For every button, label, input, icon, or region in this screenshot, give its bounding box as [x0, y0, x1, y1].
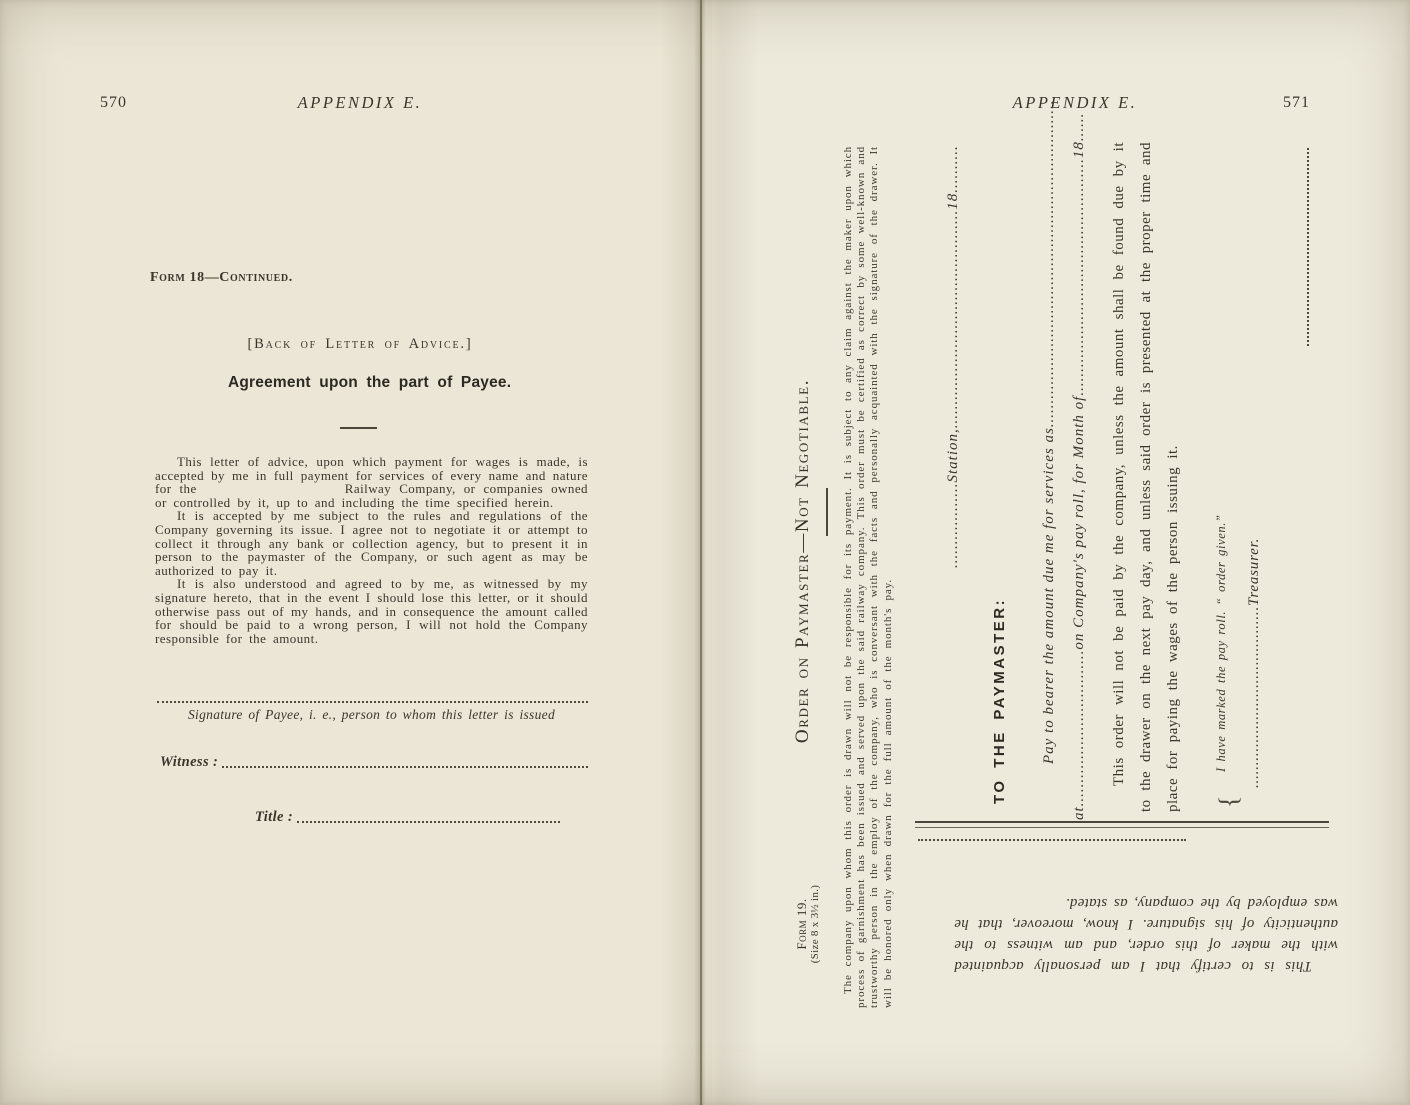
form-18-heading: Form 18—Continued.: [150, 270, 293, 285]
agreement-body: [155, 455, 588, 645]
agreement-paragraph-3: It is also understood and agreed to by me, as witnessed by my signature hereto, that in the event I should lose this letter, or it should otherwise pass out of my hands, and in consequence the amount called for should be paid to a wrong person, I will not hold the Company responsible for the amount.: [155, 576, 588, 646]
to-the-paymaster-heading: TO THE PAYMASTER:: [991, 597, 1008, 804]
witness-row: [160, 754, 588, 771]
payee-signature-line: [157, 701, 588, 703]
agreement-heading: Agreement upon the part of Payee.: [228, 374, 512, 391]
agreement-paragraph-1: [155, 455, 588, 509]
form-title-divider-rule: [826, 488, 828, 536]
paragraph-1-text-after-blank: Railway Company, or companies owned or controlled by it, up to and including the time specified herein.: [155, 481, 588, 510]
left-page-number: 570: [100, 94, 127, 111]
form-top-dotted-rule: [1307, 148, 1309, 346]
book-spine-shadow: [660, 0, 760, 1105]
certifier-signature-line: [918, 839, 1186, 841]
payroll-month-line: at.................................on Company's pay roll, for Month of..................................................18......: [1071, 112, 1087, 820]
form-19-size: (Size 8 x 3½ in.): [809, 884, 821, 964]
witness-label: Witness :: [160, 754, 219, 770]
section-divider-rule: [340, 427, 377, 429]
right-running-head: APPENDIX E.: [1012, 93, 1138, 112]
certification-block: [954, 888, 1338, 976]
form-conditions-text: The company upon whom this order is drawn will not be responsible for its payment. It is subject to any claim against the maker upon which process of garnishment has been issued and served upon the said railway company. This order must be certified as correct by some well-known and trustworthy person in the employ of the company, who is conversant with the facts and personally acquainted with the signature of the drawer. It will be honored only when drawn for the full amount of the month's pay.: [842, 146, 894, 1008]
order-terms-text: This order will not be paid by the company, unless the amount shall be found due by it to the drawer on the next pay day, and unless said order is presented at the proper time and place for paying the wages of the person issuing it.: [1111, 142, 1181, 812]
pay-to-bearer-line: Pay to bearer the amount due me for services as.....................................................................: [1041, 99, 1057, 764]
book-spine-line: [700, 0, 702, 1105]
brace-glyph: {: [1214, 795, 1243, 808]
right-page-number: 571: [1283, 94, 1310, 111]
left-running-head: APPENDIX E.: [297, 93, 423, 112]
form-19-label: Form 19.: [794, 898, 809, 950]
witness-fill-line: [222, 766, 588, 768]
marked-pay-roll-line: I have marked the pay roll. “ order given.”: [1214, 514, 1228, 772]
paragraph-1-text-before-blank: This letter of advice, upon which payment for wages is made, is accepted by me in full payment for services of every name and nature for the: [155, 454, 588, 497]
title-label: Title :: [255, 809, 294, 825]
treasurer-signature-line: ........................................Treasurer.: [1246, 537, 1262, 788]
form-conditions-note: [842, 146, 912, 1008]
title-row: [255, 809, 560, 826]
form-19-title: Order on Paymaster—Not Negotiable.: [792, 378, 813, 744]
agreement-paragraph-2: It is accepted by me subject to the rules and regulations of the Company governing its issue. I agree not to negotiate it or attempt to collect it through any bank or collection agency, but to present it in person to the paymaster of the Company, or such agent as may be authorized to pay it.: [155, 508, 588, 578]
title-fill-line: [297, 821, 560, 823]
certification-text: This is to certify that I am personally acquainted with the maker of this order, and am witness to the authenticity of his signature. I know, moreover, that he was employed by the company, as stated.: [954, 895, 1338, 974]
station-date-line: ..................Station,..............................................18..........: [945, 145, 961, 568]
payee-signature-caption: Signature of Payee, i. e., person to whom this letter is issued: [188, 707, 555, 722]
form-19-label-block: [794, 876, 836, 972]
form-bottom-double-rule: [915, 821, 1329, 828]
back-of-letter-caption: [Back of Letter of Advice.]: [247, 336, 473, 352]
order-terms-block: [1106, 142, 1190, 812]
